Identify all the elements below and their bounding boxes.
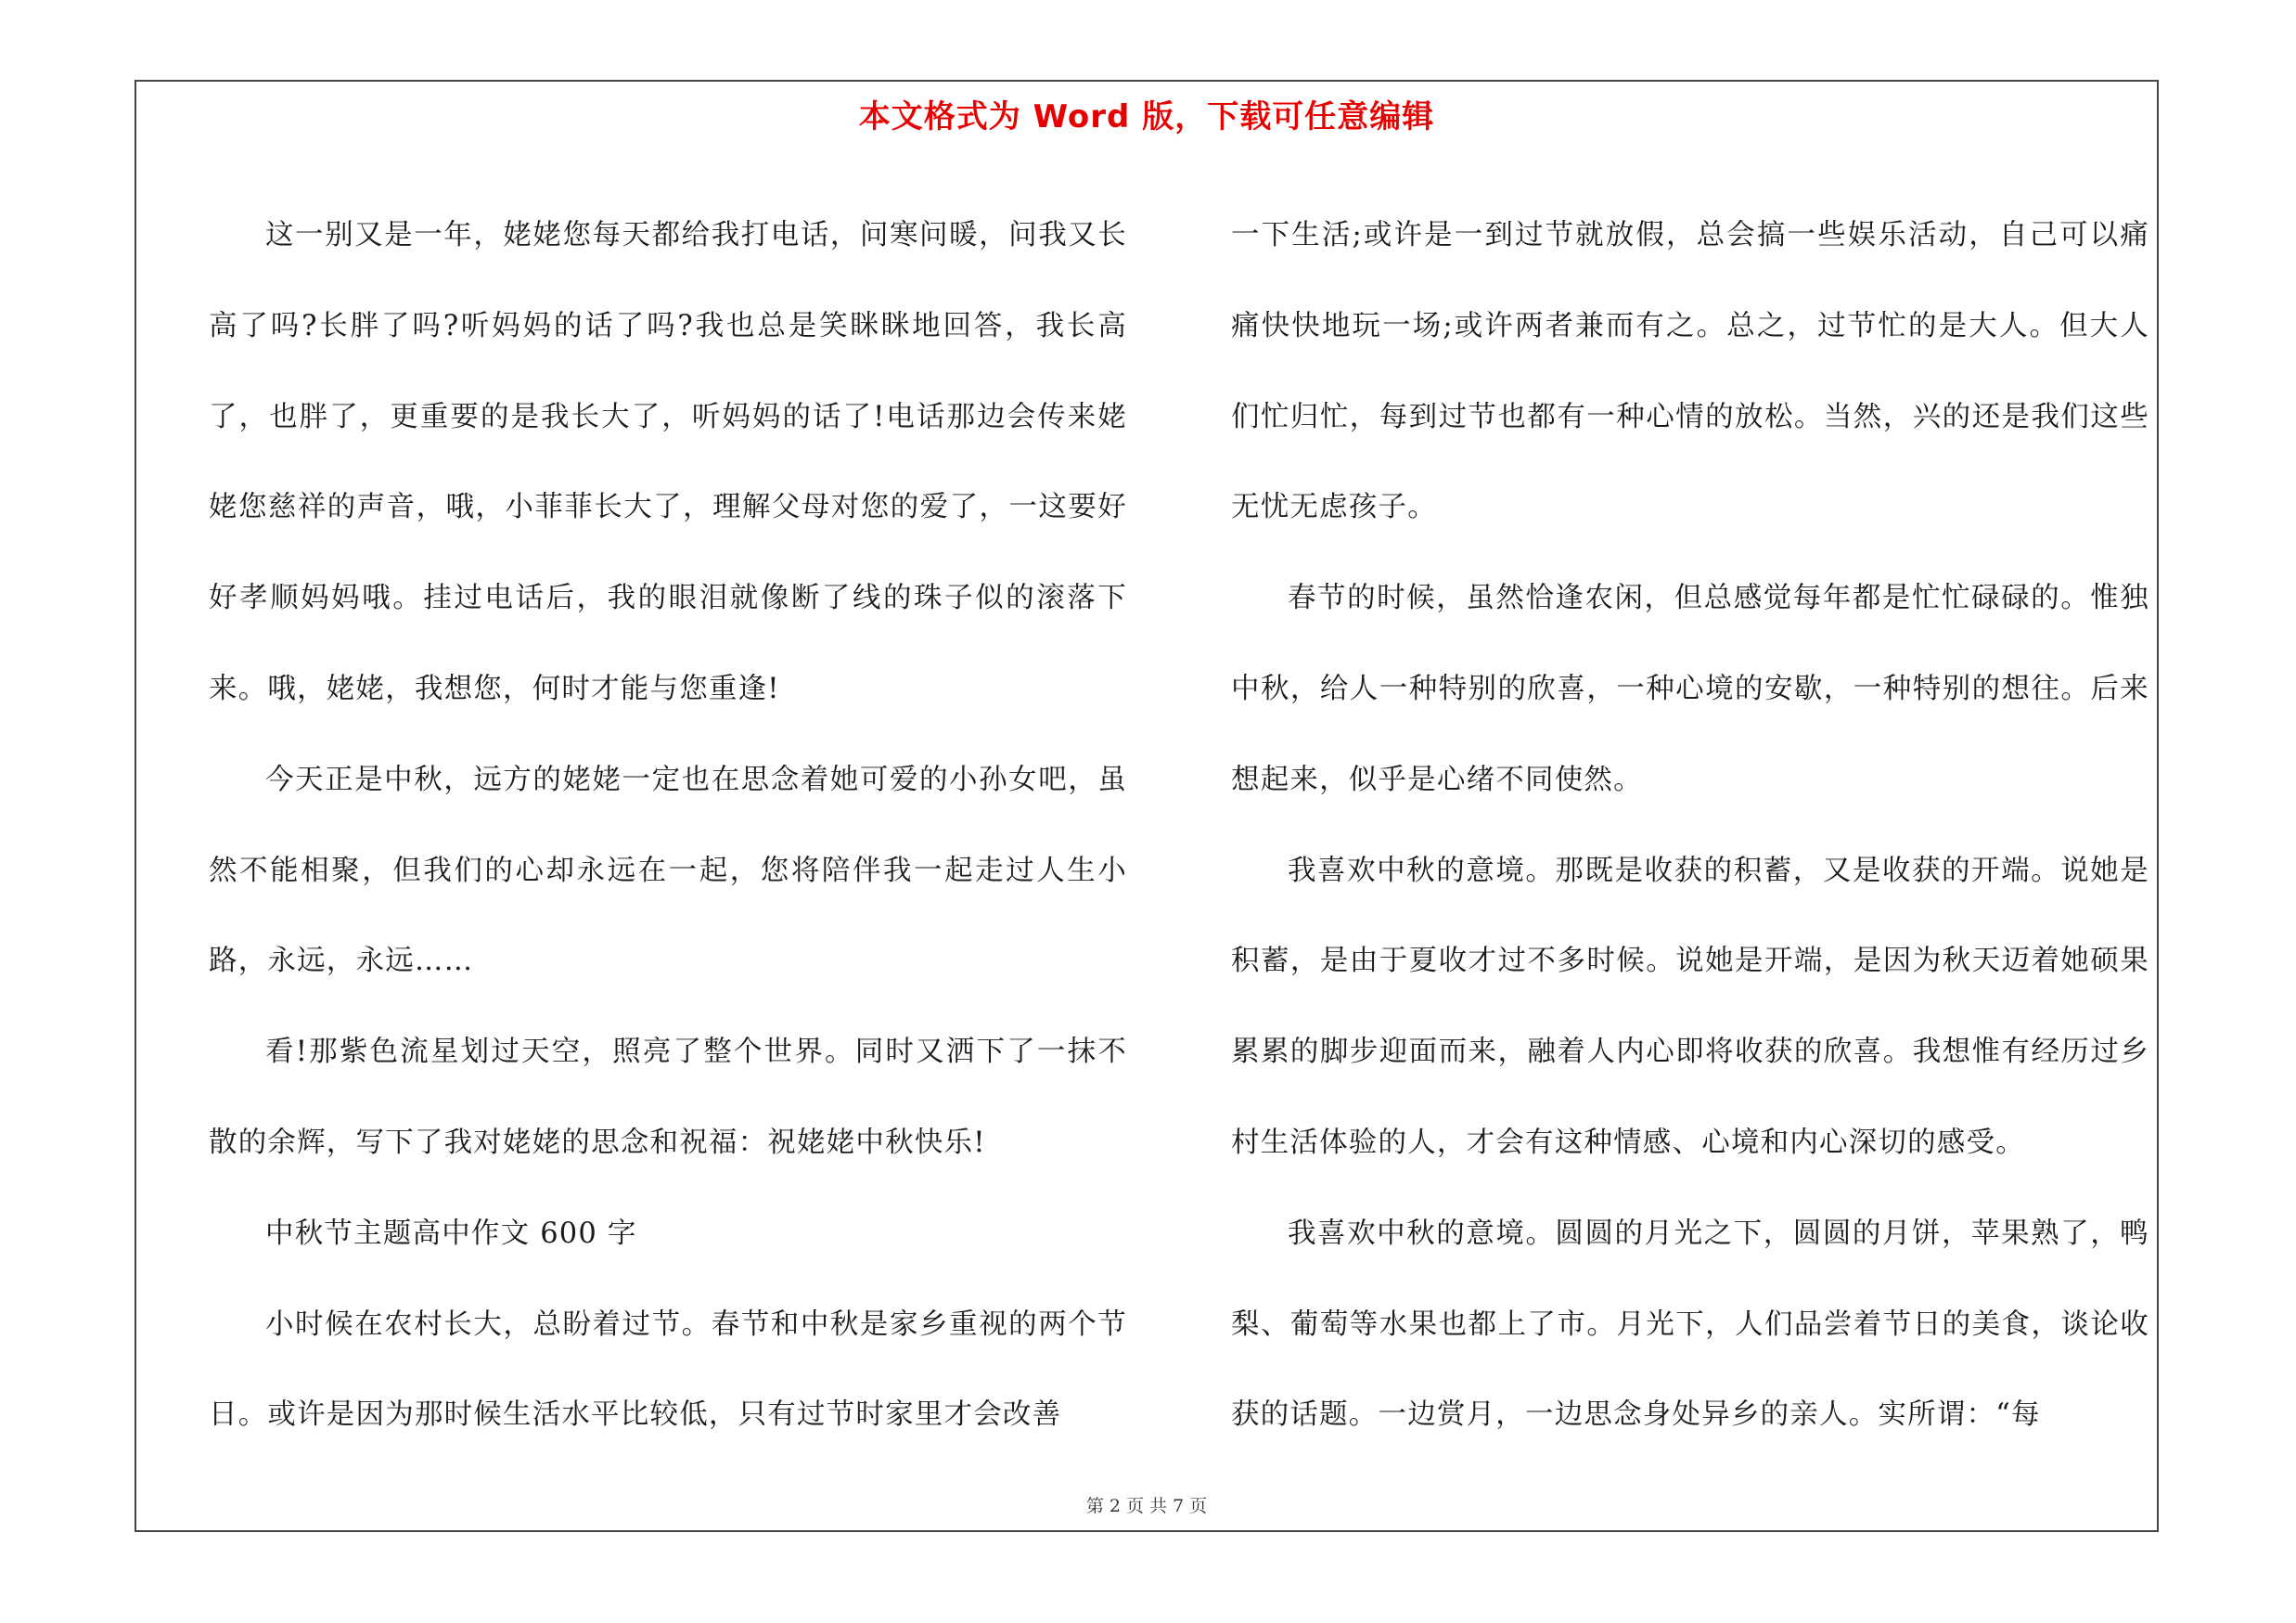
paragraph: 小时候在农村长大，总盼着过节。春节和中秋是家乡重视的两个节日。或许是因为那时候生活水平比较低，只有过节时家里才会改善 [209, 1307, 1127, 1432]
paragraph: 看!那紫色流星划过天空，照亮了整个世界。同时又洒下了一抹不散的余辉，写下了我对姥姥的思念和祝福：祝姥姥中秋快乐! [209, 1036, 1127, 1159]
section-heading: 中秋节主题高中作文 600 字 [265, 1217, 637, 1250]
paragraph: 我喜欢中秋的意境。圆圆的月光之下，圆圆的月饼，苹果熟了，鸭梨、葡萄等水果也都上了市。月光下，人们品尝着节日的美食，谈论收获的话题。一边赏月，一边思念身处异乡的亲人。实所谓：“每 [1231, 1217, 2149, 1432]
page-number-footer: 第 2 页 共 7 页 [1085, 1496, 1208, 1516]
paragraph: 春节的时候，虽然恰逢农闲，但总感觉每年都是忙忙碌碌的。惟独中秋，给人一种特别的欣喜，一种心境的安歇，一种特别的想往。后来想起来，似乎是心绪不同使然。 [1231, 582, 2149, 796]
paragraph: 我喜欢中秋的意境。那既是收获的积蓄，又是收获的开端。说她是积蓄，是由于夏收才过不多时候。说她是开端，是因为秋天迈着她硕果累累的脚步迎面而来，融着人内心即将收获的欣喜。我想惟有经历过乡村生活体验的人，才会有这种情感、心境和内心深切的感受。 [1231, 854, 2149, 1159]
paragraph-continued: 一下生活;或许是一到过节就放假，总会搞一些娱乐活动，自己可以痛痛快快地玩一场;或许两者兼而有之。总之，过节忙的是大人。但大人们忙归忙，每到过节也都有一种心情的放松。当然，兴的还是我们这些无忧无虑孩子。 [1231, 219, 2149, 524]
paragraph: 这一别又是一年，姥姥您每天都给我打电话，问寒问暖，问我又长高了吗?长胖了吗?听妈妈的话了吗?我也总是笑眯眯地回答，我长高了，也胖了，更重要的是我长大了，听妈妈的话了!电话那边会传来姥姥您慈祥的声音，哦，小菲菲长大了，理解父母对您的爱了，一这要好好孝顺妈妈哦。挂过电话后，我的眼泪就像断了线的珠子似的滚落下来。哦，姥姥，我想您，何时才能与您重逢! [209, 219, 1127, 705]
right-column [1231, 190, 2149, 1461]
format-banner: 本文格式为 Word 版，下载可任意编辑 [858, 98, 1435, 135]
page-frame [135, 80, 2159, 1532]
left-column [209, 190, 1127, 1461]
paragraph: 今天正是中秋，远方的姥姥一定也在思念着她可爱的小孙女吧，虽然不能相聚，但我们的心却永远在一起，您将陪伴我一起走过人生小路，永远，永远…… [209, 763, 1127, 978]
